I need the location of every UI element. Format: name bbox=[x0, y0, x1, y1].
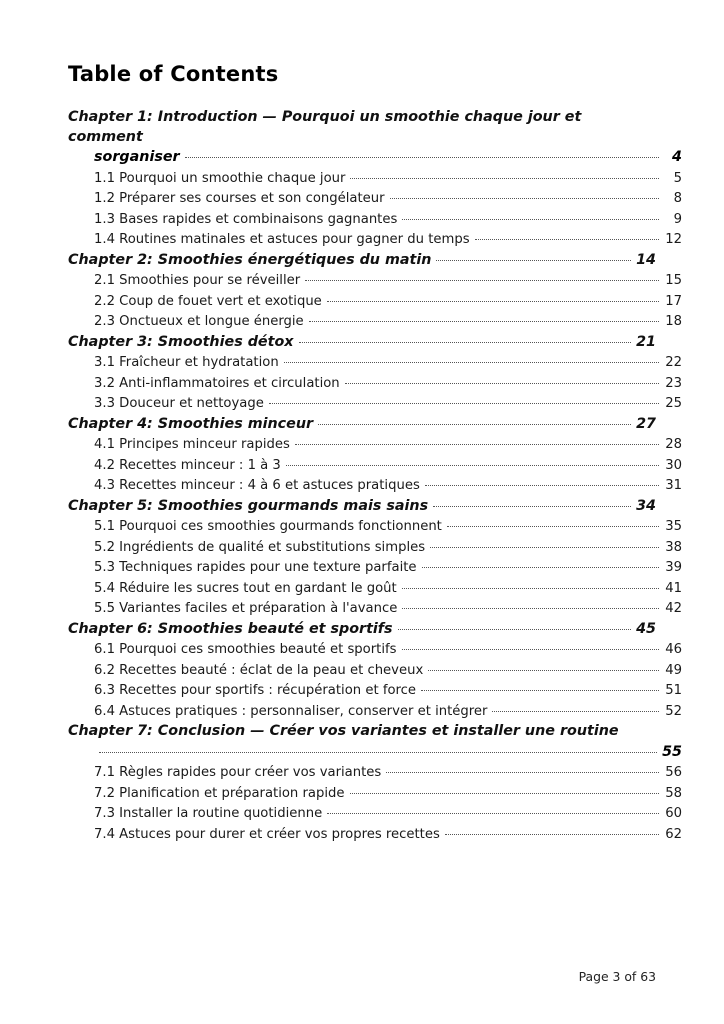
toc-entry-label: 1.2 Préparer ses courses et son congélateur bbox=[94, 191, 385, 206]
toc-entry-label: 1.3 Bases rapides et combinaisons gagnantes bbox=[94, 211, 398, 227]
toc-entry-label: 7.2 Planification et préparation rapide bbox=[94, 785, 345, 801]
toc-dot-leader bbox=[433, 506, 631, 507]
toc-entry-label: 4.2 Recettes minceur : 1 à 3 bbox=[94, 457, 281, 473]
toc-entry-label: 2.1 Smoothies pour se réveiller bbox=[94, 273, 301, 288]
toc-line bbox=[68, 517, 682, 537]
toc-line bbox=[68, 189, 682, 209]
toc-section-entry[interactable] bbox=[68, 292, 682, 312]
toc-line bbox=[68, 394, 682, 414]
toc-page-number: 27 bbox=[636, 415, 656, 432]
toc-dot-leader bbox=[436, 260, 631, 261]
toc-entry-label: 3.1 Fraîcheur et hydratation bbox=[94, 355, 279, 370]
toc-entry-label-continued: sorganiser bbox=[94, 149, 180, 165]
toc-page-number: 25 bbox=[665, 396, 682, 411]
toc-entry-label: 5.5 Variantes faciles et préparation à l'avance bbox=[94, 601, 398, 616]
toc-line bbox=[68, 722, 656, 742]
toc-dot-leader bbox=[318, 424, 631, 425]
toc-section-entry[interactable] bbox=[68, 763, 682, 783]
toc-entry-label: Chapter 2: Smoothies énergétiques du matin bbox=[68, 251, 432, 268]
toc-entry-label: 6.3 Recettes pour sportifs : récupération et force bbox=[94, 683, 417, 698]
toc-page-number: 8 bbox=[673, 191, 682, 206]
toc-page-number: 15 bbox=[665, 273, 682, 288]
toc-dot-leader bbox=[185, 157, 659, 158]
toc-section-entry[interactable] bbox=[68, 825, 682, 845]
toc-line bbox=[68, 476, 682, 496]
toc-dot-leader bbox=[299, 342, 632, 343]
toc-dot-leader bbox=[350, 178, 659, 179]
toc-dot-leader bbox=[286, 465, 659, 466]
toc-entry-label: 5.3 Techniques rapides pour une texture parfaite bbox=[94, 560, 417, 575]
toc-line bbox=[68, 661, 682, 681]
toc-line bbox=[68, 763, 682, 783]
toc-entry-label: Chapter 1: Introduction — Pourquoi un smoothie chaque jour et comment bbox=[68, 109, 582, 145]
toc-line bbox=[68, 333, 656, 353]
toc-line bbox=[68, 599, 682, 619]
toc-page-number: 28 bbox=[665, 437, 682, 452]
toc-dot-leader bbox=[99, 752, 657, 753]
toc-line bbox=[68, 681, 682, 701]
toc-chapter-entry[interactable] bbox=[68, 333, 656, 353]
toc-dot-leader bbox=[345, 383, 659, 384]
toc-page-number: 56 bbox=[665, 765, 682, 780]
toc-dot-leader bbox=[402, 649, 659, 650]
toc-page-number: 49 bbox=[665, 662, 682, 678]
toc-line bbox=[68, 271, 682, 291]
toc-dot-leader bbox=[445, 834, 659, 835]
toc-page-number: 4 bbox=[672, 149, 682, 165]
toc-section-entry[interactable] bbox=[68, 538, 682, 558]
toc-page-number: 30 bbox=[665, 457, 682, 473]
toc-line bbox=[68, 702, 682, 722]
toc-section-entry[interactable] bbox=[68, 394, 682, 414]
toc-page-number: 51 bbox=[665, 683, 682, 698]
toc-chapter-entry[interactable] bbox=[68, 415, 656, 435]
toc-dot-leader bbox=[284, 362, 659, 363]
toc-page-number: 22 bbox=[665, 355, 682, 370]
toc-entry-label: 7.3 Installer la routine quotidienne bbox=[94, 806, 323, 821]
toc-line bbox=[68, 251, 656, 271]
toc-line bbox=[68, 169, 682, 189]
toc-dot-leader bbox=[492, 711, 659, 712]
toc-dot-leader bbox=[327, 813, 659, 814]
toc-entry-label: 7.4 Astuces pour durer et créer vos propres recettes bbox=[94, 826, 440, 842]
toc-section-entry[interactable] bbox=[68, 230, 682, 250]
toc-line bbox=[68, 353, 682, 373]
toc-line bbox=[68, 620, 656, 640]
toc-dot-leader bbox=[398, 629, 632, 630]
toc-line bbox=[68, 825, 682, 845]
toc-page-number: 62 bbox=[665, 826, 682, 842]
toc-dot-leader bbox=[390, 198, 659, 199]
toc-page-number: 14 bbox=[636, 251, 656, 268]
toc-line bbox=[68, 456, 682, 476]
toc-section-entry[interactable] bbox=[68, 189, 682, 209]
toc-line-continuation bbox=[68, 148, 682, 168]
toc-page-number: 17 bbox=[665, 293, 682, 309]
toc-chapter-entry[interactable] bbox=[68, 722, 682, 762]
toc-section-entry[interactable] bbox=[68, 681, 682, 701]
toc-line bbox=[68, 497, 656, 517]
toc-dot-leader bbox=[402, 608, 659, 609]
toc-section-entry[interactable] bbox=[68, 599, 682, 619]
page-title: Table of Contents bbox=[68, 62, 279, 86]
toc-section-entry[interactable] bbox=[68, 169, 682, 189]
toc-dot-leader bbox=[350, 793, 660, 794]
toc-dot-leader bbox=[327, 301, 659, 302]
toc-page-number: 21 bbox=[636, 333, 656, 350]
toc-page-number: 5 bbox=[673, 170, 682, 186]
toc-section-entry[interactable] bbox=[68, 456, 682, 476]
toc-entry-label: 6.1 Pourquoi ces smoothies beauté et sportifs bbox=[94, 642, 397, 657]
toc-page-number: 58 bbox=[665, 785, 682, 801]
toc-line bbox=[68, 292, 682, 312]
toc-entry-label: 2.2 Coup de fouet vert et exotique bbox=[94, 293, 322, 309]
toc-dot-leader bbox=[402, 588, 659, 589]
toc-section-entry[interactable] bbox=[68, 804, 682, 824]
toc-page-number: 35 bbox=[665, 519, 682, 534]
toc-section-entry[interactable] bbox=[68, 353, 682, 373]
toc-chapter-entry[interactable] bbox=[68, 497, 656, 517]
toc-page-number: 38 bbox=[665, 539, 682, 555]
toc-page-number: 45 bbox=[636, 620, 656, 637]
toc-dot-leader bbox=[430, 547, 659, 548]
toc-entry-label: Chapter 4: Smoothies minceur bbox=[68, 415, 314, 432]
toc-dot-leader bbox=[386, 772, 659, 773]
toc-line bbox=[68, 374, 682, 394]
toc-entry-label: 6.4 Astuces pratiques : personnaliser, conserver et intégrer bbox=[94, 703, 488, 719]
toc-dot-leader bbox=[305, 280, 659, 281]
toc-line bbox=[68, 312, 682, 332]
toc-dot-leader bbox=[447, 526, 659, 527]
toc-line bbox=[68, 640, 682, 660]
toc-page-number: 12 bbox=[665, 232, 682, 247]
toc-dot-leader bbox=[475, 239, 659, 240]
page-footer bbox=[0, 969, 724, 984]
toc-section-entry[interactable] bbox=[68, 312, 682, 332]
toc-entry-label: 3.3 Douceur et nettoyage bbox=[94, 396, 264, 411]
toc-line bbox=[68, 538, 682, 558]
toc-entry-label: 5.1 Pourquoi ces smoothies gourmands fonctionnent bbox=[94, 519, 442, 534]
toc-section-entry[interactable] bbox=[68, 476, 682, 496]
toc-entry-label: Chapter 5: Smoothies gourmands mais sains bbox=[68, 497, 429, 514]
toc-line-continuation bbox=[68, 743, 682, 763]
toc-line bbox=[68, 230, 682, 250]
toc-chapter-entry[interactable] bbox=[68, 620, 656, 640]
toc-page-number: 46 bbox=[665, 642, 682, 657]
toc-chapter-entry[interactable] bbox=[68, 108, 682, 168]
toc-page-number: 42 bbox=[665, 601, 682, 616]
toc-section-entry[interactable] bbox=[68, 517, 682, 537]
toc-line bbox=[68, 108, 656, 147]
toc-entry-label: 1.4 Routines matinales et astuces pour gagner du temps bbox=[94, 232, 470, 247]
toc-entry-label: Chapter 6: Smoothies beauté et sportifs bbox=[68, 620, 393, 637]
toc-page-number: 31 bbox=[665, 478, 682, 493]
toc-page-number: 60 bbox=[665, 806, 682, 821]
toc-chapter-entry[interactable] bbox=[68, 251, 656, 271]
toc-line bbox=[68, 784, 682, 804]
toc-entry-label: 2.3 Onctueux et longue énergie bbox=[94, 314, 304, 329]
toc-section-entry[interactable] bbox=[68, 435, 682, 455]
toc-entry-label: 7.1 Règles rapides pour créer vos variantes bbox=[94, 765, 382, 780]
toc-dot-leader bbox=[309, 321, 659, 322]
toc-section-entry[interactable] bbox=[68, 640, 682, 660]
toc-entry-label: 4.3 Recettes minceur : 4 à 6 et astuces pratiques bbox=[94, 478, 420, 493]
toc-line bbox=[68, 579, 682, 599]
toc-dot-leader bbox=[422, 567, 659, 568]
toc-section-entry[interactable] bbox=[68, 210, 682, 230]
toc-page-number: 23 bbox=[665, 375, 682, 391]
toc-dot-leader bbox=[295, 444, 659, 445]
toc-page-number: 34 bbox=[636, 497, 656, 514]
toc-page-number: 41 bbox=[665, 580, 682, 596]
toc-page-number: 52 bbox=[665, 703, 682, 719]
toc-dot-leader bbox=[425, 485, 659, 486]
toc-page-number: 55 bbox=[662, 743, 682, 760]
toc-entry-label: 5.4 Réduire les sucres tout en gardant le goût bbox=[94, 580, 397, 596]
toc-entry-label: 4.1 Principes minceur rapides bbox=[94, 437, 290, 452]
toc-page-number: 9 bbox=[673, 211, 682, 227]
toc-section-entry[interactable] bbox=[68, 702, 682, 722]
toc-page-number: 39 bbox=[665, 560, 682, 575]
toc-section-entry[interactable] bbox=[68, 661, 682, 681]
toc-line bbox=[68, 435, 682, 455]
toc-section-entry[interactable] bbox=[68, 374, 682, 394]
toc-page-number: 18 bbox=[665, 314, 682, 329]
toc-entry-label: 6.2 Recettes beauté : éclat de la peau et cheveux bbox=[94, 662, 424, 678]
toc-section-entry[interactable] bbox=[68, 271, 682, 291]
toc-line bbox=[68, 210, 682, 230]
toc-section-entry[interactable] bbox=[68, 579, 682, 599]
toc-entry-label: 5.2 Ingrédients de qualité et substitutions simples bbox=[94, 539, 426, 555]
page-footer-text: Page 3 of 63 bbox=[578, 969, 656, 984]
toc-dot-leader bbox=[428, 670, 659, 671]
toc-dot-leader bbox=[421, 690, 659, 691]
toc-entry-label: Chapter 7: Conclusion — Créer vos variantes et installer une routine bbox=[68, 723, 619, 739]
toc-line bbox=[68, 415, 656, 435]
toc-section-entry[interactable] bbox=[68, 558, 682, 578]
toc-line bbox=[68, 558, 682, 578]
toc-dot-leader bbox=[269, 403, 659, 404]
toc-dot-leader bbox=[402, 219, 659, 220]
toc-entry-label: 1.1 Pourquoi un smoothie chaque jour bbox=[94, 170, 346, 186]
toc-line bbox=[68, 804, 682, 824]
toc-entry-label: 3.2 Anti-inflammatoires et circulation bbox=[94, 375, 340, 391]
table-of-contents-list bbox=[68, 108, 682, 844]
toc-section-entry[interactable] bbox=[68, 784, 682, 804]
toc-entry-label: Chapter 3: Smoothies détox bbox=[68, 333, 294, 350]
